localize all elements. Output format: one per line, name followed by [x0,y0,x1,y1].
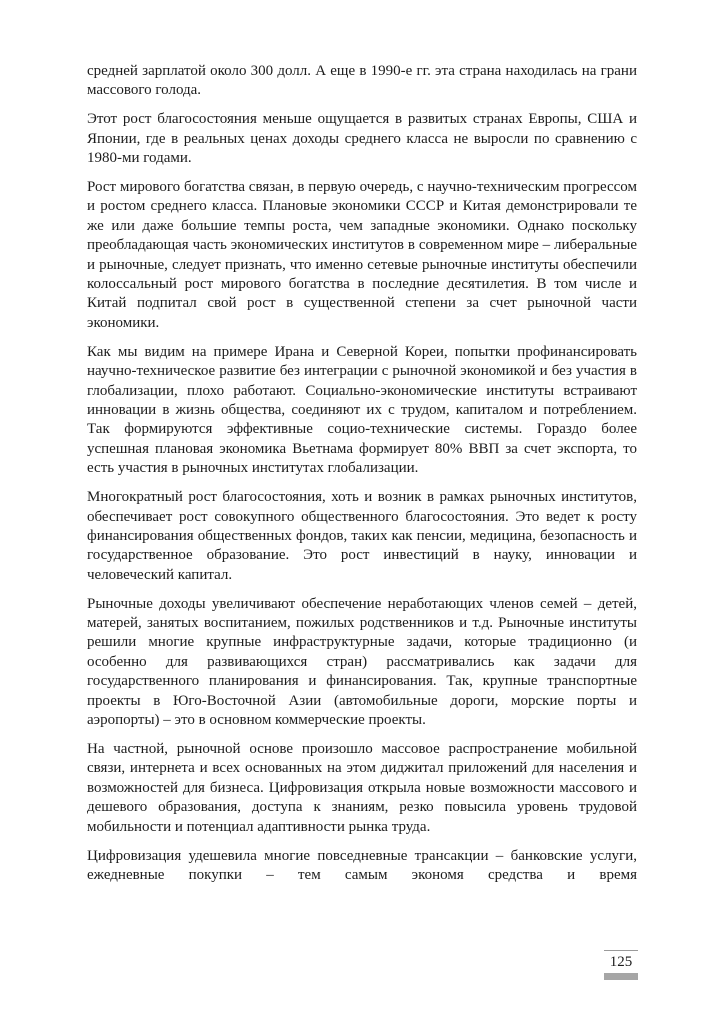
footer-divider [604,950,638,951]
paragraph-5: Многократный рост благосостояния, хоть и возник в рамках рыночных институтов, обеспечивает рост совокупного общественного благосостояния. Это ведет к росту финансирования общественных фондов, таких как пенсии, медицина, безопасность и государственное образование. Это рост инвестиций в науку, инновации и человеческий капитал. [87,489,637,583]
paragraph-6: Рыночные доходы увеличивают обеспечение неработающих членов семей – детей, матерей, занятых воспитанием, пожилых родственников и т.д. Рыночные институты решили многие крупные инфраструктурные задачи, которые традиционно (и особенно для развивающихся стран) рассматривались как задачи для государственного планирования и финансирования. Так, крупные транспортные проекты в Юго-Восточной Азии (автомобильные дороги, морские порты и аэропорты) – это в основном коммерческие проекты. [87,595,637,729]
paragraph-8: Цифровизация удешевила многие повседневные трансакции – банковские услуги, ежедневные покупки – тем самым экономя средства и время [87,847,637,883]
paragraph-1: средней зарплатой около 300 долл. А еще в 1990-е гг. эта страна находилась на грани массового голода. [87,63,637,99]
paragraph-3: Рост мирового богатства связан, в первую очередь, с научно-техническим прогрессом и ростом среднего класса. Плановые экономики СССР и Китая демонстрировали те же или даже большие темпы роста, чем западные экономики. Однако поскольку преобладающая часть экономических институтов в современном мире – либеральные и рыночные, следует признать, что именно сетевые рыночные институты обеспечили колоссальный рост мирового богатства в последние десятилетия. В том числе и Китай подпитал свой рост в существенной степени за счет рыночной части экономики. [87,179,637,331]
body-text [87,62,637,885]
paragraph-2: Этот рост благосостояния меньше ощущается в развитых странах Европы, США и Японии, где в реальных ценах доходы среднего класса не выросли по сравнению с 1980-ми годами. [87,111,637,167]
page-number: 125 [609,954,633,970]
paragraph-7: На частной, рыночной основе произошло массовое распространение мобильной связи, интернета и всех основанных на этом диджитал приложений для населения и возможностей для бизнеса. Цифровизация открыла новые возможности массового и дешевого образования, доступа к знаниям, резко повысила уровень трудовой мобильности и потенциал адаптивности рынка труда. [87,741,637,835]
page-number-bar [604,973,638,980]
paragraph-4: Как мы видим на примере Ирана и Северной Кореи, попытки профинансировать научно-техническое развитие без интеграции с рыночной экономикой и без участия в глобализации, плохо работают. Социально-экономические институты встраивают инновации в жизнь общества, соединяют их с трудом, капиталом и потреблением. Так формируются эффективные социо-технические системы. Гораздо более успешная плановая экономика Вьетнама формирует 80% ВВП за счет экспорта, то есть участия в рыночных институтах глобализации. [87,343,637,477]
